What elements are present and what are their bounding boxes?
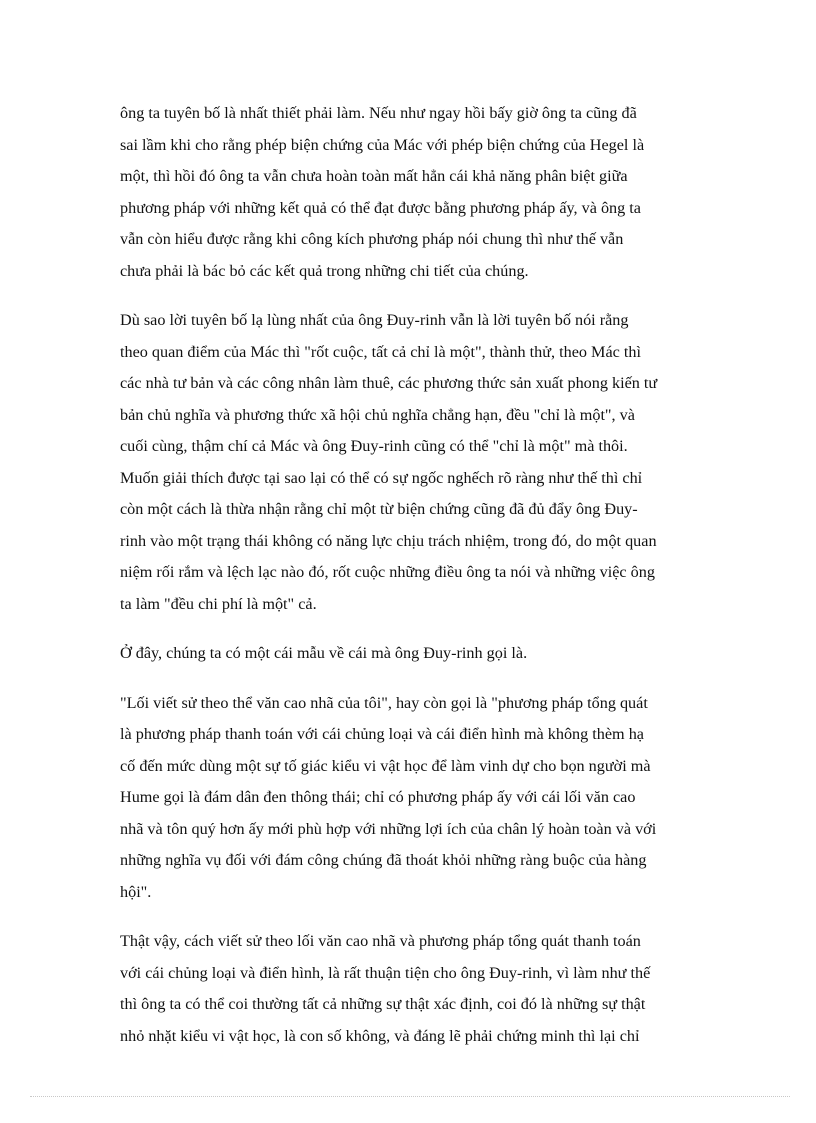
text-line: là phương pháp thanh toán với cái chủng loại và cái điển hình mà không thèm hạ [120,725,644,743]
text-line: nhã và tôn quý hơn ấy mới phù hợp với những lợi ích của chân lý hoàn toàn và với [120,819,657,838]
text-line: Hume gọi là đám dân đen thông thái; chỉ có phương pháp ấy với cái lối văn cao [120,788,636,806]
text-line: Muốn giải thích được tại sao lại có thể có sự ngốc nghếch rõ ràng như thế thì chỉ [120,468,643,487]
page-footer-divider [30,1096,790,1097]
text-line: niệm rối rắm và lệch lạc nào đó, rốt cuộc những điều ông ta nói và những việc ông [120,563,655,581]
text-line: một, thì hồi đó ông ta vẫn chưa hoàn toàn mất hẳn cái khả năng phân biệt giữa [120,167,628,185]
text-line: Ở đây, chúng ta có một cái mẫu về cái mà ông Đuy-rinh gọi là. [120,644,528,662]
text-line: thì ông ta có thể coi thường tất cả những sự thật xác định, coi đó là những sự thật [120,995,646,1013]
text-line: chưa phải là bác bỏ các kết quả trong những chi tiết của chúng. [120,261,529,280]
text-line: Dù sao lời tuyên bố lạ lùng nhất của ông Đuy-rinh vẫn là lời tuyên bố nói rằng [120,311,629,329]
text-line: những nghĩa vụ đối với đám công chúng đã thoát khỏi những ràng buộc của hàng [120,851,647,869]
paragraph-3 [120,638,700,670]
text-line: còn một cách là thừa nhận rằng chỉ một từ biện chứng cũng đã đủ đẩy ông Đuy- [120,500,638,518]
text-line: ta làm "đều chi phí là một" cả. [120,594,317,613]
text-line: Thật vậy, cách viết sử theo lối văn cao nhã và phương pháp tổng quát thanh toán [120,932,641,950]
text-line: cuối cùng, thậm chí cả Mác và ông Đuy-rinh cũng có thể "chỉ là một" mà thôi. [120,437,628,455]
paragraph-1 [120,98,700,287]
text-line: với cái chủng loại và điển hình, là rất thuận tiện cho ông Đuy-rinh, vì làm như thế [120,963,651,982]
text-line: nhỏ nhặt kiểu vi vật học, là con số không, và đáng lẽ phải chứng minh thì lại chỉ [120,1026,640,1045]
text-line: "Lối viết sử theo thể văn cao nhã của tôi", hay còn gọi là "phương pháp tổng quát [120,693,648,712]
text-line: ông ta tuyên bố là nhất thiết phải làm. Nếu như ngay hồi bấy giờ ông ta cũng đã [120,104,637,122]
body-text [120,98,700,1070]
text-line: phương pháp với những kết quả có thể đạt được bằng phương pháp ấy, và ông ta [120,198,641,217]
paragraph-5 [120,926,700,1052]
text-line: rinh vào một trạng thái không có năng lực chịu trách nhiệm, trong đó, do một quan [120,531,657,550]
text-line: hội". [120,882,152,901]
text-line: cố đến mức dùng một sự tố giác kiểu vi vật học để làm vinh dự cho bọn người mà [120,756,651,775]
text-line: theo quan điểm của Mác thì "rốt cuộc, tất cả chỉ là một", thành thử, theo Mác thì [120,342,641,361]
text-line: bản chủ nghĩa và phương thức xã hội chủ nghĩa chẳng hạn, đều "chỉ là một", và [120,405,635,424]
paragraph-4-quote [120,688,700,909]
text-line: sai lầm khi cho rằng phép biện chứng của Mác với phép biện chứng của Hegel là [120,135,645,154]
text-line: vẫn còn hiểu được rằng khi công kích phương pháp nói chung thì như thế vẫn [120,230,624,248]
text-line: các nhà tư bản và các công nhân làm thuê, các phương thức sản xuất phong kiến tư [120,374,658,392]
paragraph-2 [120,305,700,620]
